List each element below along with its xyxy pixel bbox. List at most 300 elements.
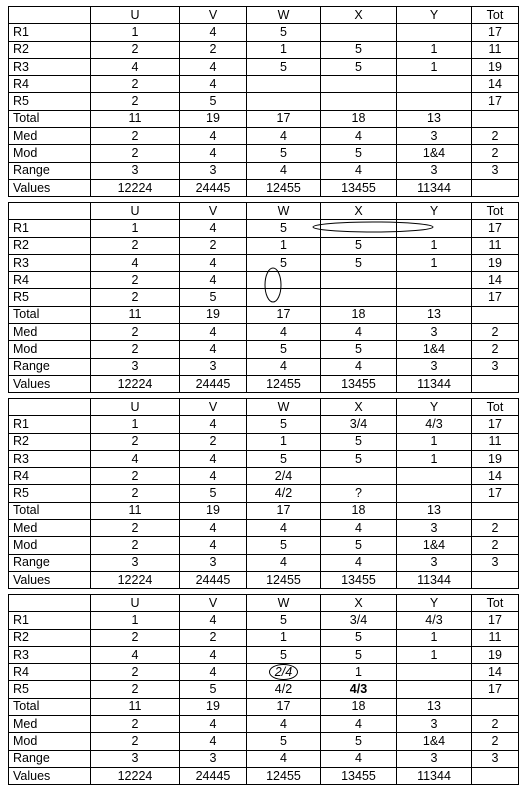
cell-x-r3 bbox=[321, 646, 397, 663]
cell-value: 11 bbox=[488, 434, 502, 449]
cell-value: 3 bbox=[209, 751, 217, 766]
cell-value: 2 bbox=[131, 630, 139, 645]
cell-w-r2 bbox=[247, 629, 321, 646]
cell-value: 2 bbox=[131, 486, 139, 501]
table-row bbox=[9, 162, 519, 179]
cell-x-med bbox=[321, 128, 397, 145]
cell-tot-mod bbox=[472, 537, 519, 554]
cell-value: 4 bbox=[209, 416, 217, 431]
cell-x-mod bbox=[321, 341, 397, 358]
cell-value: 5 bbox=[355, 146, 362, 161]
row-label: R4 bbox=[9, 468, 91, 485]
cell-value: 1 bbox=[280, 434, 287, 449]
cell-value: 24445 bbox=[195, 180, 231, 195]
cell-w-r5 bbox=[247, 681, 321, 698]
cell-v-med bbox=[180, 520, 247, 537]
cell-value: 4 bbox=[280, 163, 287, 178]
cell-value: 4 bbox=[209, 468, 217, 483]
cell-value: 1&4 bbox=[422, 342, 446, 357]
cell-value: 1 bbox=[131, 220, 139, 235]
cell-u-values bbox=[91, 767, 180, 784]
cell-v-values bbox=[180, 571, 247, 588]
cell-value: 11344 bbox=[417, 572, 451, 587]
cell-v-mod bbox=[180, 733, 247, 750]
cell-value: 3 bbox=[131, 359, 139, 374]
cell-value: 5 bbox=[280, 538, 287, 553]
cell-value: 11344 bbox=[417, 180, 451, 195]
cell-value: 4 bbox=[209, 59, 217, 74]
cell-tot-r3 bbox=[472, 646, 519, 663]
cell-value: 4 bbox=[131, 59, 139, 74]
cell-value: 1 bbox=[430, 434, 438, 449]
cell-tot-values bbox=[472, 179, 519, 196]
cell-v-r2 bbox=[180, 41, 247, 58]
row-label: R3 bbox=[9, 58, 91, 75]
cell-value: 2 bbox=[491, 324, 499, 339]
cell-value: 3 bbox=[491, 751, 499, 766]
cell-value: 14 bbox=[488, 76, 502, 91]
cell-v-r2 bbox=[180, 237, 247, 254]
cell-value: 1 bbox=[131, 612, 139, 627]
cell-x-med bbox=[321, 520, 397, 537]
cell-w-total bbox=[247, 502, 321, 519]
cell-value: 4 bbox=[209, 24, 217, 39]
cell-v-r2 bbox=[180, 433, 247, 450]
cell-value: 19 bbox=[206, 111, 220, 126]
cell-value: 5 bbox=[280, 146, 287, 161]
column-header: X bbox=[321, 399, 397, 416]
table-row bbox=[9, 76, 519, 93]
cell-value: 3 bbox=[430, 555, 438, 570]
cell-v-values bbox=[180, 179, 247, 196]
table-row bbox=[9, 375, 519, 392]
cell-value: 4 bbox=[280, 520, 287, 535]
cell-value: 17 bbox=[488, 220, 502, 235]
cell-w-mod bbox=[247, 145, 321, 162]
cell-x-r2 bbox=[321, 41, 397, 58]
cell-u-r5 bbox=[91, 93, 180, 110]
table-row bbox=[9, 733, 519, 750]
cell-u-range bbox=[91, 750, 180, 767]
table-row bbox=[9, 664, 519, 681]
cell-w-r3 bbox=[247, 646, 321, 663]
cell-value: 4 bbox=[131, 647, 139, 662]
cell-u-r3 bbox=[91, 58, 180, 75]
cell-value: 1&4 bbox=[422, 146, 446, 161]
table-row bbox=[9, 41, 519, 58]
cell-value: 2 bbox=[491, 716, 499, 731]
cell-y-mod bbox=[397, 733, 472, 750]
cell-y-range bbox=[397, 162, 472, 179]
row-label: R2 bbox=[9, 629, 91, 646]
table-row bbox=[9, 767, 519, 784]
row-label: Med bbox=[9, 128, 91, 145]
row-label: Total bbox=[9, 502, 91, 519]
cell-value: 2 bbox=[131, 520, 139, 535]
cell-value: 5 bbox=[280, 59, 287, 74]
cell-w-values bbox=[247, 375, 321, 392]
cell-value: 5 bbox=[355, 538, 362, 553]
cell-value: 18 bbox=[351, 699, 366, 714]
cell-value: 4 bbox=[209, 664, 217, 679]
grid-table-2 bbox=[8, 202, 519, 393]
column-header: W bbox=[247, 595, 321, 612]
cell-u-r1 bbox=[91, 612, 180, 629]
cell-w-total bbox=[247, 306, 321, 323]
cell-v-range bbox=[180, 554, 247, 571]
cell-u-mod bbox=[91, 145, 180, 162]
cell-value: 3 bbox=[131, 751, 139, 766]
cell-v-values bbox=[180, 767, 247, 784]
cell-value: ? bbox=[355, 486, 362, 501]
table-row bbox=[9, 612, 519, 629]
column-header: Y bbox=[397, 203, 472, 220]
cell-value: 5 bbox=[355, 630, 362, 645]
cell-x-total bbox=[321, 110, 397, 127]
cell-value: 2 bbox=[131, 468, 139, 483]
cell-value: 11 bbox=[128, 307, 142, 322]
cell-value: 2 bbox=[131, 146, 139, 161]
column-header: Tot bbox=[472, 595, 519, 612]
cell-tot-range bbox=[472, 162, 519, 179]
cell-y-r5 bbox=[397, 289, 472, 306]
cell-tot-r5 bbox=[472, 93, 519, 110]
cell-value: 4 bbox=[280, 716, 287, 731]
cell-value: 17 bbox=[488, 416, 502, 431]
cell-u-values bbox=[91, 571, 180, 588]
cell-v-r1 bbox=[180, 220, 247, 237]
cell-tot-r4 bbox=[472, 664, 519, 681]
cell-value: 3/4 bbox=[349, 416, 368, 431]
cell-value: 3 bbox=[430, 520, 438, 535]
cell-value: 3/4 bbox=[349, 612, 368, 627]
cell-value: 5 bbox=[355, 59, 362, 74]
cell-y-r1 bbox=[397, 416, 472, 433]
row-label: R5 bbox=[9, 485, 91, 502]
cell-tot-mod bbox=[472, 145, 519, 162]
cell-tot-r5 bbox=[472, 289, 519, 306]
cell-value: 17 bbox=[488, 486, 502, 501]
cell-value: 12224 bbox=[117, 572, 153, 587]
cell-y-values bbox=[397, 571, 472, 588]
cell-tot-r2 bbox=[472, 629, 519, 646]
cell-value: 1 bbox=[430, 451, 438, 466]
cell-w-values bbox=[247, 767, 321, 784]
cell-y-r2 bbox=[397, 237, 472, 254]
cell-u-range bbox=[91, 358, 180, 375]
column-header: V bbox=[180, 7, 247, 24]
cell-value: 2 bbox=[131, 76, 139, 91]
row-label: Values bbox=[9, 375, 91, 392]
row-label: Values bbox=[9, 179, 91, 196]
cell-y-r3 bbox=[397, 450, 472, 467]
cell-value: 1 bbox=[280, 42, 287, 57]
cell-value: 2 bbox=[491, 146, 499, 161]
cell-value: 11344 bbox=[417, 376, 451, 391]
cell-x-range bbox=[321, 554, 397, 571]
table-row bbox=[9, 220, 519, 237]
cell-tot-r3 bbox=[472, 58, 519, 75]
cell-x-total bbox=[321, 306, 397, 323]
cell-w-values bbox=[247, 571, 321, 588]
cell-value: 11 bbox=[128, 503, 142, 518]
cell-tot-range bbox=[472, 358, 519, 375]
cell-v-r3 bbox=[180, 254, 247, 271]
cell-w-mod bbox=[247, 537, 321, 554]
cell-tot-med bbox=[472, 128, 519, 145]
cell-y-range bbox=[397, 554, 472, 571]
cell-tot-r1 bbox=[472, 416, 519, 433]
cell-w-r1 bbox=[247, 220, 321, 237]
table-row bbox=[9, 450, 519, 467]
cell-x-r4 bbox=[321, 272, 397, 289]
cell-value: 24445 bbox=[195, 768, 231, 783]
column-header: W bbox=[247, 7, 321, 24]
row-label: R5 bbox=[9, 289, 91, 306]
cell-value: 2 bbox=[131, 734, 139, 749]
row-label: Total bbox=[9, 110, 91, 127]
table-row bbox=[9, 502, 519, 519]
cell-x-r4 bbox=[321, 664, 397, 681]
row-label: R4 bbox=[9, 272, 91, 289]
column-header: Tot bbox=[472, 399, 519, 416]
cell-value: 13 bbox=[427, 307, 441, 322]
row-label: Range bbox=[9, 162, 91, 179]
cell-value: 2 bbox=[131, 272, 139, 287]
cell-value: 2 bbox=[491, 538, 499, 553]
cell-value: 11 bbox=[488, 630, 502, 645]
cell-tot-med bbox=[472, 716, 519, 733]
row-label: Med bbox=[9, 716, 91, 733]
row-label: R5 bbox=[9, 681, 91, 698]
cell-w-r4 bbox=[247, 272, 321, 289]
cell-value: 4 bbox=[209, 734, 217, 749]
row-label: Mod bbox=[9, 537, 91, 554]
column-header: X bbox=[321, 203, 397, 220]
cell-value: 11 bbox=[488, 238, 502, 253]
column-header: Y bbox=[397, 595, 472, 612]
cell-value: 3 bbox=[491, 163, 499, 178]
cell-tot-values bbox=[472, 571, 519, 588]
cell-y-total bbox=[397, 110, 472, 127]
cell-value: 4 bbox=[209, 538, 217, 553]
cell-x-r4 bbox=[321, 468, 397, 485]
cell-value: 3 bbox=[430, 751, 438, 766]
row-label: R1 bbox=[9, 24, 91, 41]
cell-x-r1 bbox=[321, 612, 397, 629]
cell-x-mod bbox=[321, 537, 397, 554]
cell-u-r2 bbox=[91, 629, 180, 646]
cell-value: 13 bbox=[427, 503, 441, 518]
cell-tot-values bbox=[472, 767, 519, 784]
cell-w-med bbox=[247, 520, 321, 537]
cell-u-values bbox=[91, 375, 180, 392]
cell-value: 5 bbox=[280, 416, 287, 431]
cell-y-r4 bbox=[397, 468, 472, 485]
cell-y-med bbox=[397, 128, 472, 145]
table-row bbox=[9, 698, 519, 715]
cell-value: 24445 bbox=[195, 376, 231, 391]
cell-v-r5 bbox=[180, 485, 247, 502]
grid-table-1 bbox=[8, 6, 519, 197]
cell-v-total bbox=[180, 698, 247, 715]
cell-value: 17 bbox=[276, 699, 291, 714]
cell-tot-r4 bbox=[472, 272, 519, 289]
cell-value: 4 bbox=[209, 716, 217, 731]
table-row bbox=[9, 128, 519, 145]
row-label: Range bbox=[9, 750, 91, 767]
cell-value: 19 bbox=[206, 307, 220, 322]
table-row bbox=[9, 646, 519, 663]
cell-v-r2 bbox=[180, 629, 247, 646]
cell-value: 2 bbox=[491, 128, 499, 143]
cell-tot-range bbox=[472, 750, 519, 767]
cell-u-range bbox=[91, 554, 180, 571]
cell-value: 4 bbox=[355, 128, 362, 143]
cell-u-mod bbox=[91, 537, 180, 554]
cell-value: 3 bbox=[491, 555, 499, 570]
row-label: Total bbox=[9, 698, 91, 715]
table-row bbox=[9, 272, 519, 289]
cell-value: 4 bbox=[280, 128, 287, 143]
cell-tot-total bbox=[472, 698, 519, 715]
table-row bbox=[9, 433, 519, 450]
cell-value: 4/2 bbox=[274, 682, 293, 697]
row-label: R1 bbox=[9, 612, 91, 629]
cell-x-med bbox=[321, 324, 397, 341]
cell-value: 11 bbox=[128, 699, 142, 714]
table-row bbox=[9, 306, 519, 323]
cell-value: 5 bbox=[355, 238, 362, 253]
cell-v-r5 bbox=[180, 681, 247, 698]
cell-value: 3 bbox=[209, 555, 217, 570]
cell-value: 1&4 bbox=[422, 538, 446, 553]
cell-value: 4 bbox=[209, 612, 217, 627]
cell-w-med bbox=[247, 324, 321, 341]
row-label: Mod bbox=[9, 145, 91, 162]
cell-u-r4 bbox=[91, 468, 180, 485]
row-label: R2 bbox=[9, 41, 91, 58]
cell-x-range bbox=[321, 358, 397, 375]
cell-value: 11344 bbox=[417, 768, 451, 783]
cell-w-r2 bbox=[247, 41, 321, 58]
cell-x-values bbox=[321, 571, 397, 588]
cell-tot-mod bbox=[472, 733, 519, 750]
cell-value: 2 bbox=[131, 42, 139, 57]
cell-v-r4 bbox=[180, 664, 247, 681]
cell-value: 2 bbox=[131, 682, 139, 697]
cell-u-r5 bbox=[91, 485, 180, 502]
cell-tot-r3 bbox=[472, 450, 519, 467]
cell-value: 4 bbox=[209, 128, 217, 143]
cell-value: 2 bbox=[131, 664, 139, 679]
cell-value: 19 bbox=[488, 255, 502, 270]
cell-w-med bbox=[247, 128, 321, 145]
cell-value: 3 bbox=[430, 359, 438, 374]
cell-value: 12455 bbox=[266, 180, 301, 195]
cell-tot-r5 bbox=[472, 681, 519, 698]
cell-w-mod bbox=[247, 341, 321, 358]
table-row bbox=[9, 324, 519, 341]
cell-value: 19 bbox=[488, 647, 502, 662]
cell-v-total bbox=[180, 502, 247, 519]
cell-u-r3 bbox=[91, 450, 180, 467]
cell-v-mod bbox=[180, 537, 247, 554]
cell-w-total bbox=[247, 698, 321, 715]
column-header: U bbox=[91, 203, 180, 220]
cell-value: 4 bbox=[280, 751, 287, 766]
cell-value: 5 bbox=[280, 342, 287, 357]
cell-value: 5 bbox=[280, 220, 287, 235]
cell-value: 4 bbox=[355, 751, 362, 766]
cell-value: 5 bbox=[355, 255, 362, 270]
cell-w-values bbox=[247, 179, 321, 196]
column-header: X bbox=[321, 7, 397, 24]
column-header: V bbox=[180, 203, 247, 220]
cell-value: 3 bbox=[131, 163, 139, 178]
cell-y-total bbox=[397, 698, 472, 715]
row-label: R1 bbox=[9, 220, 91, 237]
cell-value: 4 bbox=[209, 647, 217, 662]
cell-w-total bbox=[247, 110, 321, 127]
table-row bbox=[9, 93, 519, 110]
cell-x-r2 bbox=[321, 629, 397, 646]
cell-value: 12224 bbox=[117, 180, 153, 195]
table-row bbox=[9, 416, 519, 433]
cell-w-range bbox=[247, 358, 321, 375]
cell-value: 1 bbox=[430, 238, 438, 253]
cell-value: 1 bbox=[280, 238, 287, 253]
table-row bbox=[9, 571, 519, 588]
table-row bbox=[9, 237, 519, 254]
cell-u-r5 bbox=[91, 289, 180, 306]
table-row bbox=[9, 485, 519, 502]
row-label: R2 bbox=[9, 433, 91, 450]
cell-value: 4 bbox=[209, 520, 217, 535]
column-header: V bbox=[180, 399, 247, 416]
cell-u-r4 bbox=[91, 272, 180, 289]
cell-value: 2/4 bbox=[274, 468, 293, 483]
cell-value: 18 bbox=[351, 111, 366, 126]
cell-value: 4 bbox=[355, 324, 362, 339]
cell-tot-values bbox=[472, 375, 519, 392]
cell-value: 2 bbox=[491, 520, 499, 535]
cell-x-r5 bbox=[321, 681, 397, 698]
row-label: Range bbox=[9, 554, 91, 571]
cell-value: 17 bbox=[488, 94, 502, 109]
cell-value: 4 bbox=[355, 716, 362, 731]
cell-value: 17 bbox=[276, 111, 291, 126]
cell-y-range bbox=[397, 358, 472, 375]
cell-value: 5 bbox=[280, 647, 287, 662]
cell-x-range bbox=[321, 750, 397, 767]
cell-value: 17 bbox=[488, 612, 502, 627]
cell-x-r2 bbox=[321, 433, 397, 450]
column-header: U bbox=[91, 7, 180, 24]
cell-u-r4 bbox=[91, 76, 180, 93]
cell-tot-r2 bbox=[472, 433, 519, 450]
table-row bbox=[9, 468, 519, 485]
cell-value: 4 bbox=[131, 451, 139, 466]
cell-value: 2 bbox=[131, 324, 139, 339]
cell-value: 4 bbox=[209, 324, 217, 339]
cell-y-med bbox=[397, 520, 472, 537]
cell-tot-r1 bbox=[472, 612, 519, 629]
cell-v-range bbox=[180, 162, 247, 179]
table-row bbox=[9, 750, 519, 767]
row-label: R3 bbox=[9, 450, 91, 467]
cell-value: 4 bbox=[355, 555, 362, 570]
